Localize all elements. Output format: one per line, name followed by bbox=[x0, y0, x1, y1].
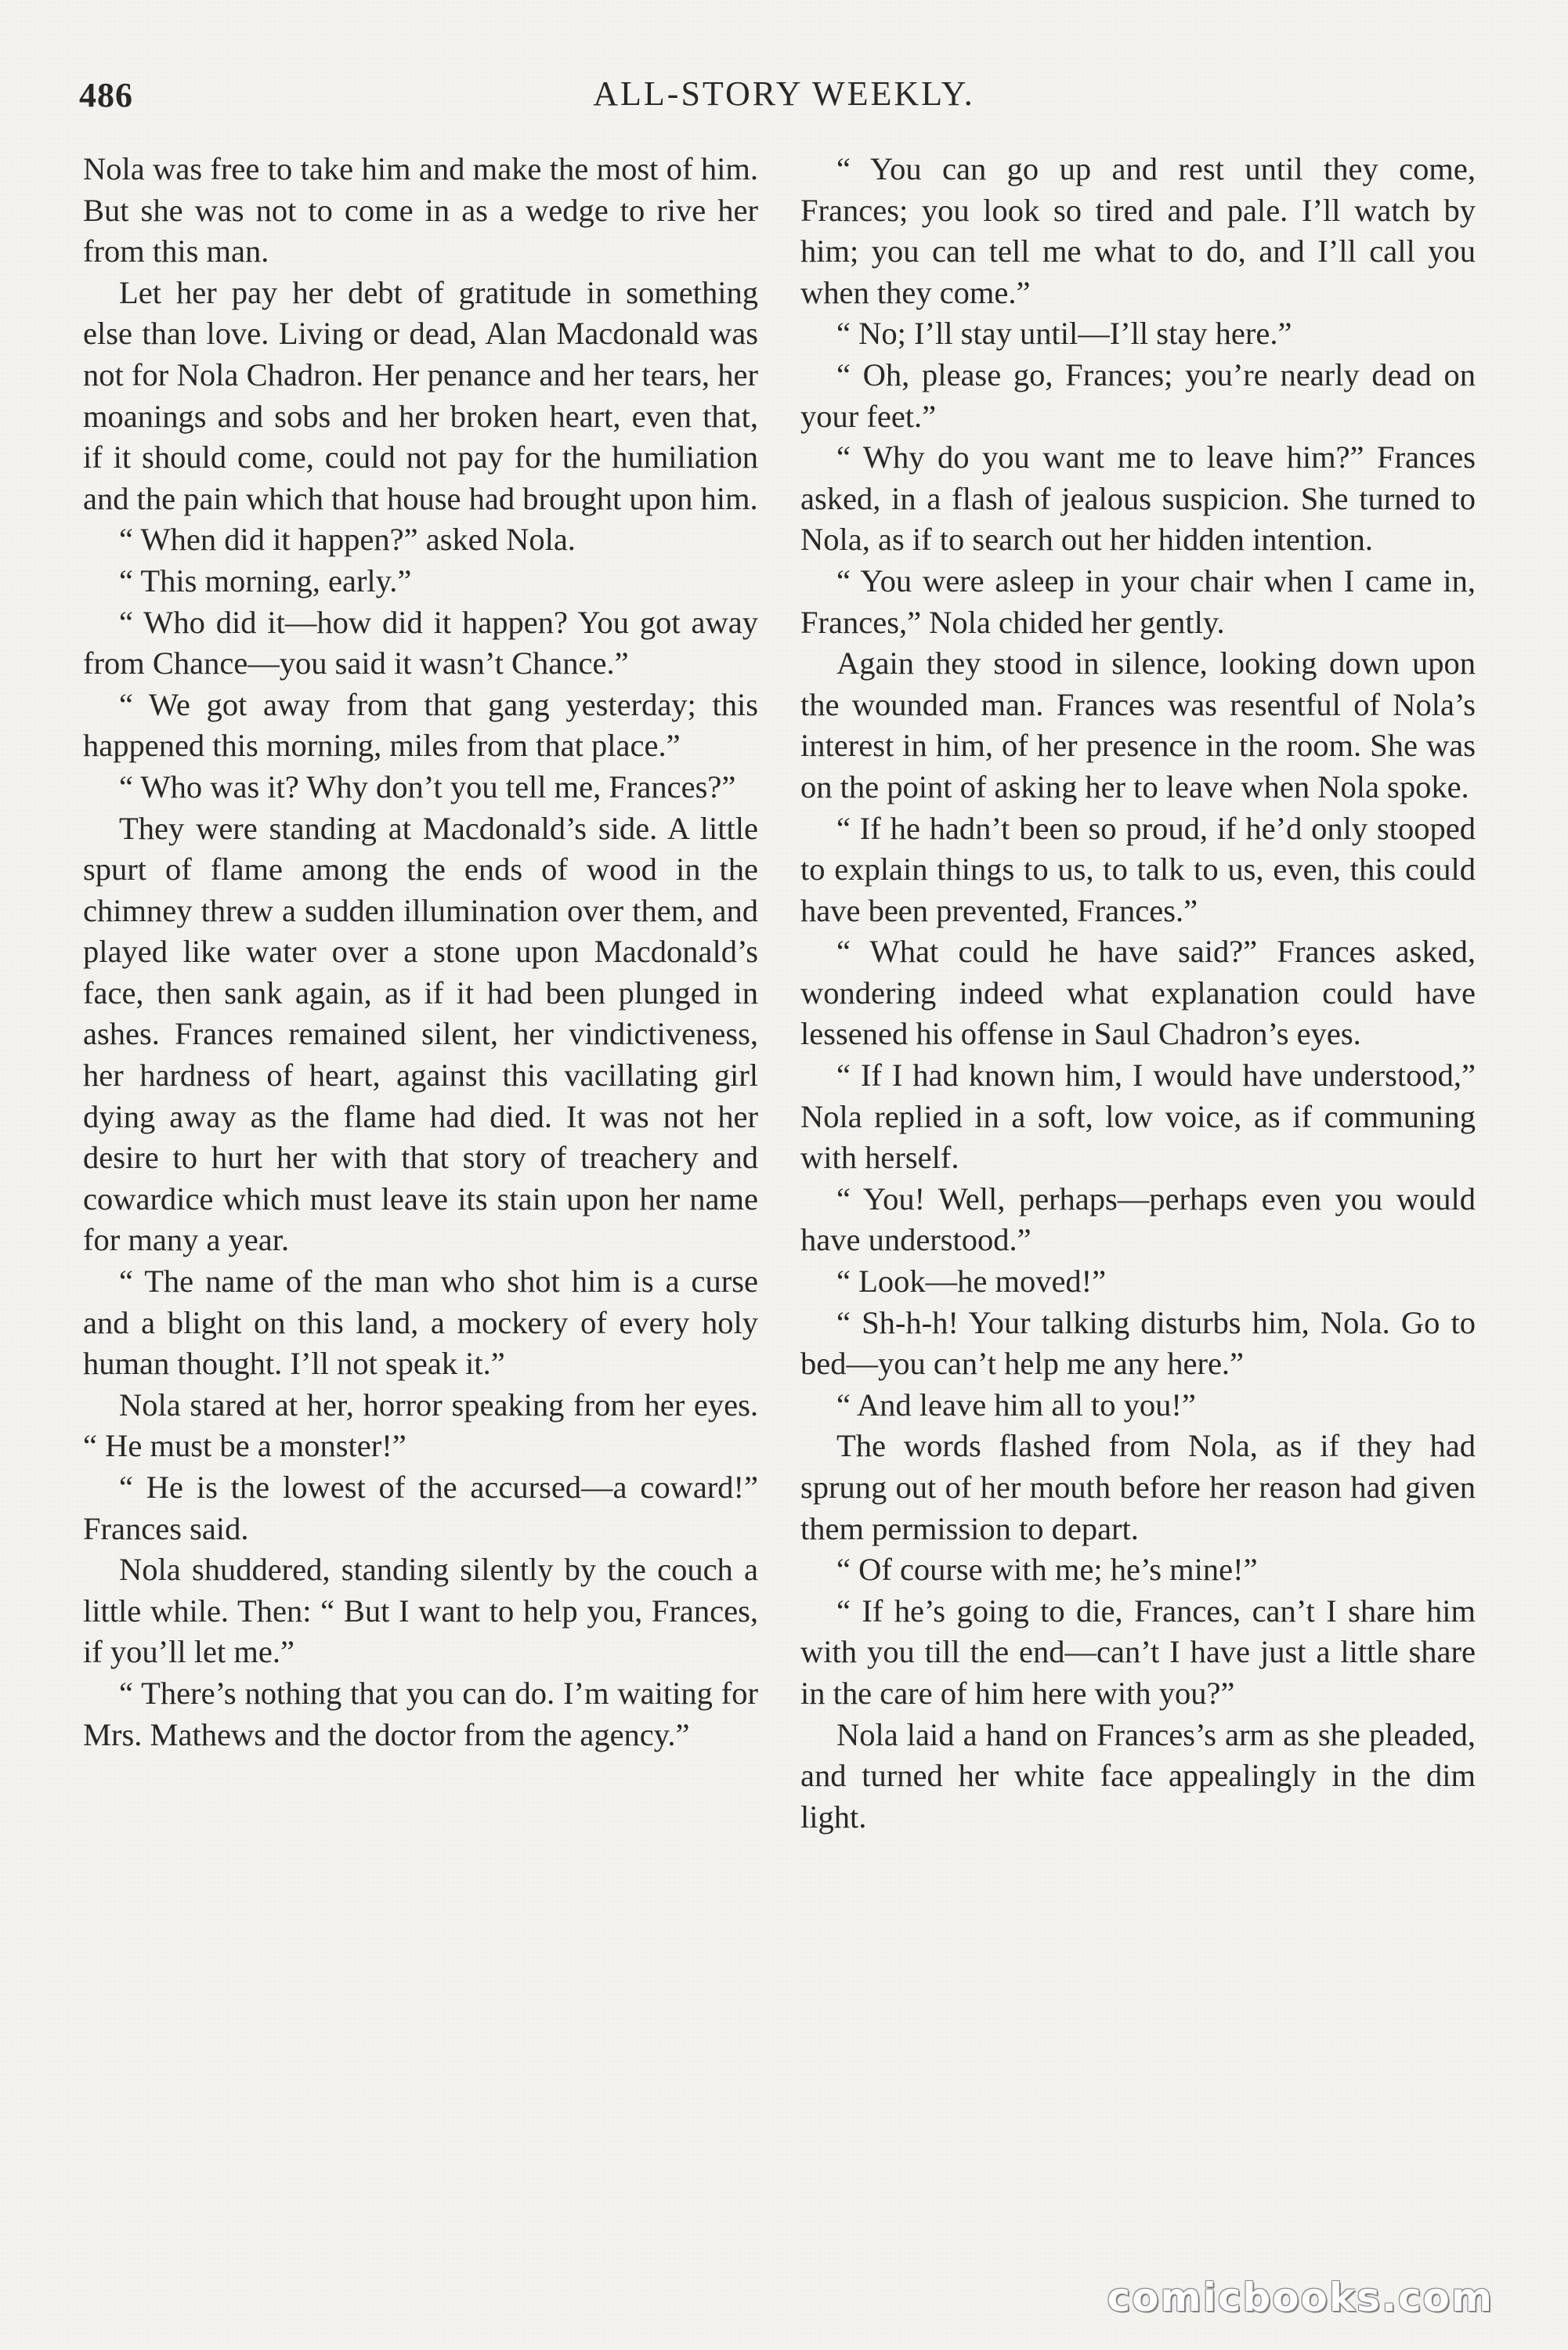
paragraph: “ We got away from that gang yesterday; this happened this morning, miles from that place.” bbox=[83, 686, 758, 764]
paragraph: Again they stood in silence, looking down upon the wounded man. Frances was resentful of Nola’s interest in him, of her presence in the room. She was on the point of asking her to leave when Nola spoke. bbox=[800, 645, 1476, 804]
paragraph: “ Sh-h-h! Your talking disturbs him, Nola. Go to bed—you can’t help me any here.” bbox=[800, 1304, 1476, 1382]
paragraph: “ Oh, please go, Frances; you’re nearly dead on your feet.” bbox=[800, 356, 1476, 434]
right-column bbox=[800, 149, 1476, 1838]
running-head: ALL-STORY WEEKLY. bbox=[593, 74, 975, 113]
paragraph: They were standing at Macdonald’s side. A little spurt of flame among the ends of wood in the chimney threw a sudden illumination over them, and played like water over a stone upon Macdonald’s face, then sank again, as if it had been plunged in ashes. Frances remained silent, her vindictiveness, her hardness of heart, against this vacillating girl dying away as the flame had died. It was not her desire to hurt her with that story of treachery and cowardice which must leave its stain upon her name for many a year. bbox=[83, 810, 758, 1258]
paragraph: “ If he hadn’t been so proud, if he’d only stooped to explain things to us, to talk to us, even, this could have been prevented, Frances.” bbox=[800, 810, 1476, 928]
paragraph: “ The name of the man who shot him is a curse and a blight on this land, a mockery of every holy human thought. I’ll not speak it.” bbox=[83, 1264, 758, 1382]
paragraph: “ Of course with me; he’s mine!” bbox=[836, 1552, 1258, 1588]
paragraph: Let her pay her debt of gratitude in something else than love. Living or dead, Alan Macdonald was not for Nola Chadron. Her penance and her tears, her moanings and sobs and her broken heart, even that, if it should come, could not pay for the humiliation and the pain which that house had brought upon him. bbox=[83, 274, 758, 516]
paragraph: Nola stared at her, horror speaking from her eyes. “ He must be a monster!” bbox=[83, 1386, 758, 1464]
paragraph: “ There’s nothing that you can do. I’m waiting for Mrs. Mathews and the doctor from the agency.” bbox=[83, 1675, 758, 1752]
page-number: 486 bbox=[79, 76, 133, 114]
paragraph: “ Look—he moved!” bbox=[836, 1264, 1107, 1300]
paragraph: Nola was free to take him and make the most of him. But she was not to come in as a wedge to rive her from this man. bbox=[83, 151, 758, 269]
paragraph: “ No; I’ll stay until—I’ll stay here.” bbox=[836, 316, 1292, 352]
paragraph: “ He is the lowest of the accursed—a coward!” Frances said. bbox=[83, 1470, 758, 1546]
paragraph: “ This morning, early.” bbox=[119, 562, 412, 598]
paragraph: Nola laid a hand on Frances’s arm as she pleaded, and turned her white face appealingly in the dim light. bbox=[800, 1716, 1476, 1835]
paragraph: “ You can go up and rest until they come, Frances; you look so tired and pale. I’ll watch by him; you can tell me what to do, and I’ll call you when they come.” bbox=[800, 151, 1476, 310]
paragraph: “ You! Well, perhaps—perhaps even you would have understood.” bbox=[800, 1180, 1476, 1258]
paragraph: “ And leave him all to you!” bbox=[836, 1386, 1196, 1423]
paragraph: Nola shuddered, standing silently by the couch a little while. Then: “ But I want to help you, Frances, if you’ll let me.” bbox=[83, 1552, 758, 1670]
watermark: comicbooks.com bbox=[1107, 2275, 1494, 2320]
paragraph: The words flashed from Nola, as if they had sprung out of her mouth before her reason had given them permission to depart. bbox=[800, 1428, 1476, 1546]
paragraph: “ What could he have said?” Frances asked, wondering indeed what explanation could have lessened his offense in Saul Chadron’s eyes. bbox=[800, 934, 1476, 1052]
paragraph: “ You were asleep in your chair when I came in, Frances,” Nola chided her gently. bbox=[800, 562, 1476, 640]
paragraph: “ When did it happen?” asked Nola. bbox=[119, 522, 576, 558]
paragraph: “ Why do you want me to leave him?” Frances asked, in a flash of jealous suspicion. She turned to Nola, as if to search out her hidden intention. bbox=[800, 439, 1476, 558]
paragraph: “ If he’s going to die, Frances, can’t I share him with you till the end—can’t I have just a little share in the care of him here with you?” bbox=[800, 1593, 1476, 1711]
paragraph: “ Who did it—how did it happen? You got away from Chance—you said it wasn’t Chance.” bbox=[83, 604, 758, 682]
paragraph: “ If I had known him, I would have understood,” Nola replied in a soft, low voice, as if communing with herself. bbox=[800, 1058, 1476, 1176]
left-column bbox=[83, 149, 758, 1755]
paragraph: “ Who was it? Why don’t you tell me, Frances?” bbox=[119, 768, 736, 804]
